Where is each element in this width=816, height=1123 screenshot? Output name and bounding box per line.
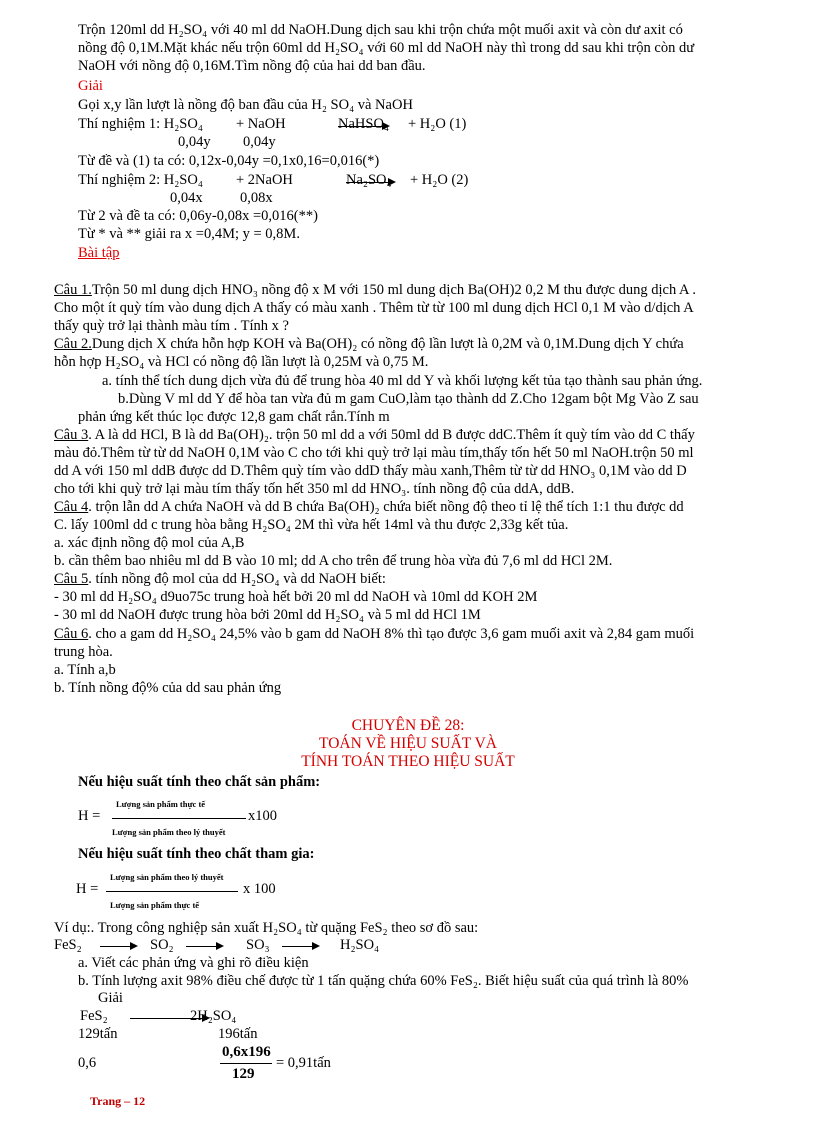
mass-2-numerator: 0,6x196: [222, 1044, 271, 1060]
question-4-part-a: a. xác định nồng độ mol của A,B: [54, 535, 245, 551]
question-4-part-b: b. cần thêm bao nhiêu ml dd B vào 10 ml; dd A cho trên để trung hòa vừa đủ 7,6 ml dd HCl 2M.: [54, 553, 613, 569]
formula-2-multiplier: x 100: [243, 881, 276, 897]
page-number: Trang – 12: [90, 1094, 146, 1108]
question-1-line-3: thấy quỳ trở lại thành màu tím . Tính x ?: [54, 318, 289, 334]
solution-heading: Giải: [78, 78, 103, 94]
example-part-b: b. Tính lượng axit 98% điều chế được từ 1 tấn quặng chứa 60% FeS₂. Biết hiệu suất của quá trình là 80%: [78, 973, 689, 989]
mass-2-fraction-line: [220, 1063, 272, 1064]
question-5-label: Câu 5: [54, 571, 89, 587]
question-2-part-b-1: b.Dùng V ml dd Y để hòa tan vừa đủ m gam CuO,làm tạo thành dd Z.Cho 12gam bột Mg Vào Z sau: [118, 391, 699, 407]
question-1-label: Câu 1.: [54, 282, 92, 298]
mass-1-left: 129tấn: [78, 1026, 118, 1042]
question-6-part-a: a. Tính a,b: [54, 662, 116, 678]
experiment-1-plus: + NaOH: [236, 116, 286, 132]
question-2-line-2: hỗn hợp H₂SO₄ và HCl có nồng độ lần lượt là 0,25M và 0,75 M.: [54, 354, 429, 370]
example-part-a: a. Viết các phản ứng và ghi rõ điều kiện: [78, 955, 309, 971]
example-solution-heading: Giải: [98, 990, 123, 1006]
question-4-label: Câu 4: [54, 499, 89, 515]
question-6-part-b: b. Tính nồng độ% của dd sau phản ứng: [54, 680, 282, 696]
formula-1-numerator: Lượng sản phẩm thực tế: [116, 799, 206, 809]
formula-2-heading: Nếu hiệu suất tính theo chất tham gia:: [78, 846, 315, 862]
question-3-line-2: màu đỏ.Thêm từ từ dd NaOH 0,1M vào C cho tới khi quỳ trở lại màu tím,thấy tốn hết 50 ml NaOH.trộn 50 ml: [54, 445, 694, 461]
experiment-2-rest: + H₂O (2): [410, 172, 469, 188]
question-5-line-3: - 30 ml dd NaOH được trung hòa bởi 20ml dd H₂SO₄ và 5 ml dd HCl 1M: [54, 607, 481, 623]
question-3-line-4: cho tới khi quỳ trở lại màu tím thấy tốn hết 350 ml dd HNO₃. tính nồng độ của ddA, ddB.: [54, 481, 575, 497]
chain-arrow-icon: [186, 946, 222, 947]
experiment-2-qty-2: 0,08x: [240, 190, 273, 206]
formula-1-heading: Nếu hiệu suất tính theo chất sản phẩm:: [78, 774, 321, 790]
formula-1-lhs: H =: [78, 808, 101, 824]
example-line-1: Ví dụ:. Trong công nghiệp sản xuất H₂SO₄ từ quặng FeS₂ theo sơ đồ sau:: [54, 920, 479, 936]
question-5-line-1: Câu 5. tính nồng độ mol của dd H₂SO₄ và dd NaOH biết:: [54, 571, 386, 587]
chain-arrow-icon: [282, 946, 318, 947]
formula-2-fraction-line: [106, 891, 238, 892]
chapter-title-line-3: TÍNH TOÁN THEO HIỆU SUẤT: [301, 753, 515, 770]
solution-line-8: Từ * và ** giải ra x =0,4M; y = 0,8M.: [78, 226, 300, 242]
question-6-line-1: Câu 6. cho a gam dd H₂SO₄ 24,5% vào b gam dd NaOH 8% thì tạo được 3,6 gam muối axit và 2,84 gam muối: [54, 626, 695, 642]
chain-item-1: FeS₂: [54, 937, 82, 953]
experiment-1-product: NaHSO₄: [338, 116, 389, 132]
chapter-title-line-1: CHUYÊN ĐỀ 28:: [351, 717, 465, 734]
intro-line-3: NaOH với nồng độ 0,16M.Tìm nồng độ của hai dd ban đầu.: [78, 58, 426, 74]
formula-2-lhs: H =: [76, 881, 99, 897]
experiment-2-product: Na₂SO₄: [346, 172, 392, 188]
experiment-1-rest: + H₂O (1): [408, 116, 467, 132]
mass-2-denominator: 129: [232, 1066, 255, 1082]
question-2-line-1: Câu 2.Dung dịch X chứa hỗn hợp KOH và Ba(OH)₂ có nồng độ lần lượt là 0,2M và 0,1M.Dung dịch Y chứa: [54, 336, 684, 352]
exercises-heading: Bài tập: [78, 245, 120, 261]
question-3-line-1: Câu 3. A là dd HCl, B là dd Ba(OH)₂. trộn 50 ml dd a với 50ml dd B được ddC.Thêm ít quỳ tím vào dd C thấy: [54, 427, 695, 443]
mass-2-left: 0,6: [78, 1055, 97, 1071]
intro-line-1: Trộn 120ml dd H₂SO₄ với 40 ml dd NaOH.Dung dịch sau khi trộn chứa một muối axit và còn dư axit có: [78, 22, 683, 38]
experiment-1-label: Thí nghiệm 1: H₂SO₄: [78, 116, 203, 132]
question-3-line-3: dd A với 150 ml ddB được dd D.Thêm quỳ tím vào ddD thấy màu xanh,Thêm từ từ dd HNO₃ 0,1M vào dd D: [54, 463, 687, 479]
question-2-part-a: a. tính thể tích dung dịch vừa đủ để trung hòa 40 ml dd Y và khối lượng kết tủa tạo thành sau phản ứng.: [102, 373, 703, 389]
question-1-line-1: Câu 1.Trộn 50 ml dung dịch HNO₃ nồng độ x M với 150 ml dung dịch Ba(OH)2 0,2 M thu được dung dịch A .: [54, 282, 696, 298]
solution-line-4: Từ đề và (1) ta có: 0,12x-0,04y =0,1x0,16=0,016(*): [78, 153, 380, 169]
formula-1-fraction-line: [112, 818, 246, 819]
question-4-line-1: Câu 4. trộn lẫn dd A chứa NaOH và dd B chứa Ba(OH)₂ chứa biết nồng độ theo tỉ lệ thể tích 1:1 thu được dd: [54, 499, 684, 515]
formula-2-numerator: Lượng sản phẩm theo lý thuyết: [110, 872, 224, 882]
formula-1-multiplier: x100: [248, 808, 277, 824]
question-3-label: Câu 3: [54, 427, 89, 443]
chain-item-3: SO₃: [246, 937, 270, 953]
question-6-line-2: trung hòa.: [54, 644, 113, 660]
experiment-1-qty-2: 0,04y: [243, 134, 276, 150]
intro-line-2: nồng độ 0,1M.Mặt khác nếu trộn 60ml dd H₂SO₄ với 60 ml dd NaOH này thì trong dd sau khi trộn còn dư: [78, 40, 695, 56]
formula-1-denominator: Lượng sản phẩm theo lý thuyết: [112, 827, 226, 837]
formula-2-denominator: Lượng sản phẩm thực tế: [110, 900, 200, 910]
experiment-1-qty-1: 0,04y: [178, 134, 211, 150]
reaction-right: 2H₂SO₄: [190, 1008, 237, 1024]
reaction-left: FeS₂: [80, 1008, 108, 1024]
question-2-label: Câu 2.: [54, 336, 92, 352]
mass-1-right: 196tấn: [218, 1026, 258, 1042]
chain-item-2: SO₂: [150, 937, 174, 953]
experiment-2-label: Thí nghiệm 2: H₂SO₄: [78, 172, 203, 188]
question-4-line-2: C. lấy 100ml dd c trung hòa bằng H₂SO₄ 2M thì vừa hết 14ml và thu được 2,33g kết tủa.: [54, 517, 569, 533]
mass-2-result: = 0,91tấn: [276, 1055, 331, 1071]
question-2-part-b-2: phản ứng kết thúc lọc được 12,8 gam chất rắn.Tính m: [78, 409, 390, 425]
chapter-title-line-2: TOÁN VỀ HIỆU SUẤT VÀ: [319, 735, 497, 752]
experiment-2-qty-1: 0,04x: [170, 190, 203, 206]
question-1-line-2: Cho một ít quỳ tím vào dung dịch A thấy có màu xanh . Thêm từ từ 100 ml dung dịch HCl 0,1 M vào d/dịch A: [54, 300, 694, 316]
solution-line-1: Gọi x,y lần lượt là nồng độ ban đầu của H₂ SO₄ và NaOH: [78, 97, 413, 113]
question-6-label: Câu 6: [54, 626, 89, 642]
solution-line-7: Từ 2 và đề ta có: 0,06y-0,08x =0,016(**): [78, 208, 318, 224]
chain-arrow-icon: [100, 946, 136, 947]
chain-item-4: H₂SO₄: [340, 937, 380, 953]
question-5-line-2: - 30 ml dd H₂SO₄ d9uo75c trung hoà hết bởi 20 ml dd NaOH và 10ml dd KOH 2M: [54, 589, 538, 605]
experiment-2-plus: + 2NaOH: [236, 172, 293, 188]
